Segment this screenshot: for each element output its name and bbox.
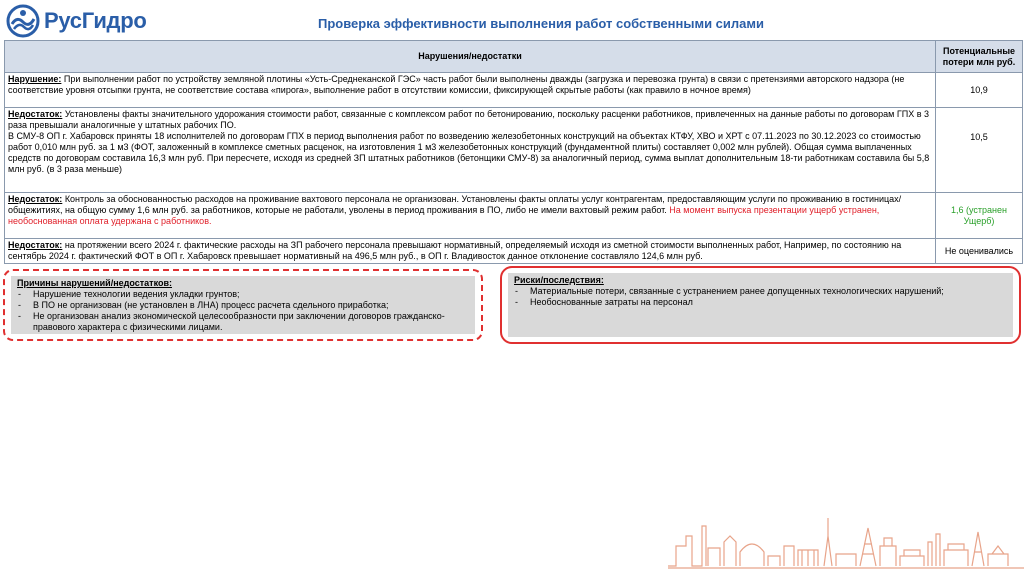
list-item: - Нарушение технологии ведения укладки грунтов; <box>17 289 469 300</box>
risks-panel <box>500 266 1021 344</box>
page-title: Проверка эффективности выполнения работ собственными силами <box>318 16 764 31</box>
issue-text: Установлены факты значительного удорожания стоимости работ, связанные с комплексом работ по бетонированию, поскольку расценки работников, привлеченных на данные работы по договорам ГПХ в 3 раза превышали аналогичные у штатных рабочих ПО. <box>8 109 929 130</box>
issue-label: Недостаток: <box>8 240 63 250</box>
list-item: - Материальные потери, связанные с устранением ранее допущенных технологических нарушений; <box>514 286 1007 297</box>
table-header-row <box>5 41 1023 73</box>
issue-label: Недостаток: <box>8 109 63 119</box>
loss-value: 10,5 <box>936 108 1023 193</box>
causes-list <box>17 289 469 333</box>
list-item: - Не организован анализ экономической целесообразности при заключении договоров гражданско-правового характера с физическими лицами. <box>17 311 469 333</box>
causes-title: Причины нарушений/недостатков: <box>17 278 172 288</box>
issue-label: Недостаток: <box>8 194 63 204</box>
issue-cell <box>5 193 936 239</box>
table-row <box>5 73 1023 108</box>
causes-panel <box>3 269 483 341</box>
issue-text: При выполнении работ по устройству земляной плотины «Усть-Среднеканской ГЭС» часть работ были выполнены дважды (загрузка и перевозка грунта) в связи с претензиями авторского надзора (не соответствие уровня отсыпки грунта, не соответствие состава «пирога», выполнение работ в отсутствии комиссии, фиксирующей скрытые работы (как правило в ночное время) <box>8 74 905 95</box>
list-item: - Необоснованные затраты на персонал <box>514 297 1007 308</box>
column-header-issues: Нарушения/недостатки <box>5 41 936 73</box>
rushydro-logo-icon <box>6 4 40 38</box>
list-item: - В ПО не организован (не установлен в ЛНА) процесс расчета сдельного приработка; <box>17 300 469 311</box>
issue-cell <box>5 239 936 264</box>
column-header-losses: Потенциальные потери млн руб. <box>936 41 1023 73</box>
loss-value: 1,6 (устранен Ущерб) <box>936 193 1023 239</box>
city-skyline-icon <box>668 506 1024 574</box>
table-row <box>5 239 1023 264</box>
risks-title: Риски/последствия: <box>514 275 604 285</box>
table-row <box>5 108 1023 193</box>
issue-label: Нарушение: <box>8 74 62 84</box>
violations-table <box>4 40 1023 264</box>
issue-text: на протяжении всего 2024 г. фактические расходы на ЗП рабочего персонала превышают нормативный, определяемый исходя из сметной стоимости выполненных работ, Например, по состоянию на сентябрь 2024 г. фактический ФОТ в ОП г. Хабаровск превышает нормативный на 496,5 млн руб., в ОП г. Владивосток данное отклонение составляло 124,6 млн руб. <box>8 240 902 261</box>
loss-value: Не оценивались <box>936 239 1023 264</box>
risks-list <box>514 286 1007 308</box>
issue-text-detail: В СМУ-8 ОП г. Хабаровск приняты 18 исполнителей по договорам ГПХ в период выполнения работ по возведению железобетонных конструкций на объектах КТФУ, ХВО и ХРТ с 07.11.2023 по 30.12.2023 со стоимостью работ 0,010 млн руб. за 1 м3 (ФОТ, заложенный в комплексе сметных расценок, на изготовления 1 м3 железобетонных конструкций (фундаментной плиты) составляет 0,002 млн рублей). Общая сумма выплаченных средств по договорам составила 16,3 млн руб. При пересчете, исходя из средней ЗП штатных работников (бетонщики СМУ-8) за аналогичный период, сумма выплат дополнительным 18-ти работникам составила бы 5,8 млн руб. (в 3 раза меньше) <box>8 131 930 174</box>
issue-text: Контроль за обоснованностью расходов на проживание вахтового персонала не организован. Установлены факты оплаты услуг контрагентам, предоставляющим услуги по проживанию в гостиницах/общежитиях, на общую сумму 1,6 млн руб. за работников, которые не работали, уволены в период проживания в ПО, либо не имели вахтовый режим работ. <box>8 194 902 215</box>
logo-text: РусГидро <box>44 8 147 33</box>
issue-cell <box>5 73 936 108</box>
logo <box>6 4 147 38</box>
table-row <box>5 193 1023 239</box>
issue-resolved-note: На момент выпуска презентации ущерб устранен, необоснованная оплата удержана с работников. <box>8 205 880 226</box>
loss-value: 10,9 <box>936 73 1023 108</box>
issue-cell <box>5 108 936 193</box>
